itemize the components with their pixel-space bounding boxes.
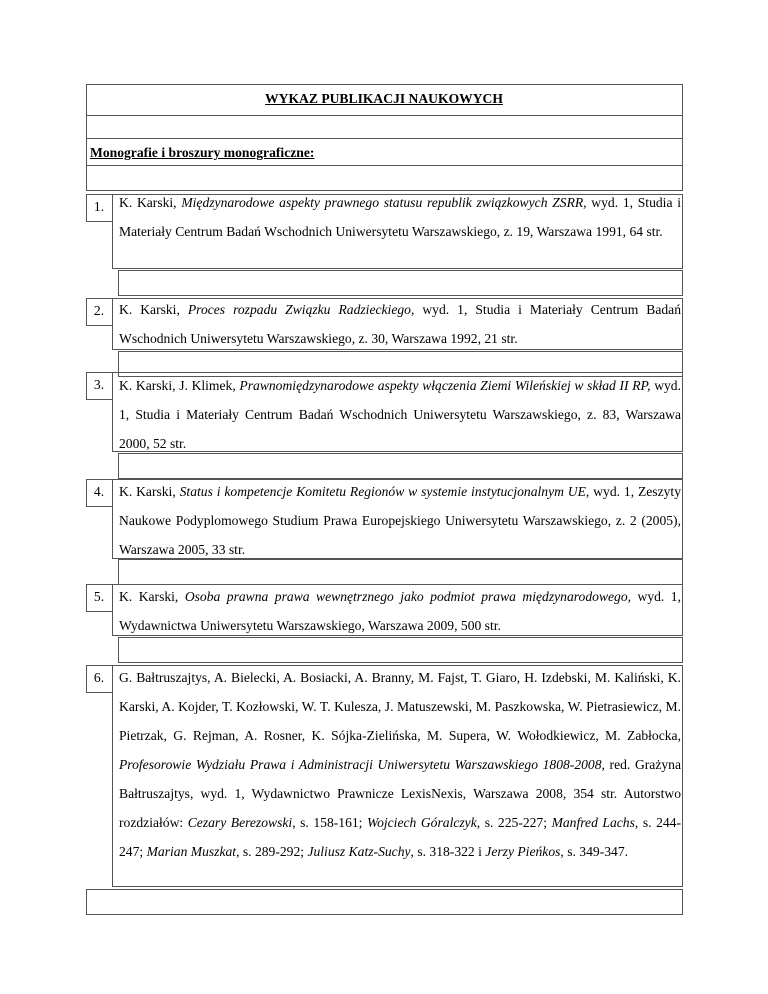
entry-work-title: Profesorowie Wydziału Prawa i Administracji Uniwersytetu Warszawskiego 1808-2008 bbox=[119, 757, 602, 772]
entry-work-title: Proces rozpadu Związku Radzieckiego, bbox=[187, 302, 415, 317]
entry-details: , red. Grażyna Bałtruszajtys, wyd. 1, Wydawnictwo Prawnicze LexisNexis, Warszawa 2008, 354 str. Autorstwo rozdziałów: bbox=[119, 757, 681, 830]
publication-entry bbox=[119, 582, 681, 640]
chapter-pages: , s. 349-347. bbox=[560, 844, 629, 859]
chapter-name: Jerzy Pieńkos bbox=[485, 844, 561, 859]
chapter-pages: , s. 225-227; bbox=[476, 815, 552, 830]
chapter-name: Cezary Berezowski bbox=[187, 815, 293, 830]
chapter-name: Juliusz Katz-Suchy bbox=[307, 844, 411, 859]
entry-number: 3. bbox=[93, 377, 105, 392]
entry-details: wyd. 1, Studia i Materiały Centrum Badań Wschodnich Uniwersytetu Warszawskiego, z. 83, Warszawa 2000, 52 str. bbox=[119, 378, 681, 451]
publication-entry bbox=[119, 663, 681, 866]
entry-authors: K. Karski, bbox=[119, 484, 180, 499]
chapter-name: Manfred Lachs bbox=[551, 815, 635, 830]
entry-details: , wyd. 1, Wydawnictwa Uniwersytetu Warszawskiego, Warszawa 2009, 500 str. bbox=[119, 589, 681, 633]
entry-details: wyd. 1, Studia i Materiały Centrum Badań Wschodnich Uniwersytetu Warszawskiego, z. 19, Warszawa 1991, 64 str. bbox=[119, 195, 681, 239]
entry-work-title: Prawnomiędzynarodowe aspekty włączenia Ziemi Wileńskiej w skład II RP, bbox=[239, 378, 651, 393]
entry-number: 1. bbox=[93, 199, 105, 214]
publication-entry bbox=[119, 295, 681, 353]
chapter-pages: , s. 318-322 i bbox=[410, 844, 486, 859]
chapter-pages: , s. 289-292; bbox=[236, 844, 308, 859]
entry-number: 5. bbox=[93, 589, 105, 604]
entry-work-title: Status i kompetencje Komitetu Regionów w systemie instytucjonalnym UE, bbox=[179, 484, 590, 499]
publication-entry bbox=[119, 188, 681, 246]
spacer-cell bbox=[118, 637, 683, 663]
spacer-cell bbox=[118, 270, 683, 296]
entry-work-title: Międzynarodowe aspekty prawnego statusu republik związkowych ZSRR, bbox=[181, 195, 587, 210]
spacer-cell bbox=[86, 889, 683, 915]
entry-details: wyd. 1, Studia i Materiały Centrum Badań Wschodnich Uniwersytetu Warszawskiego, z. 30, Warszawa 1992, 21 str. bbox=[119, 302, 682, 346]
entry-authors: K. Karski, bbox=[119, 195, 182, 210]
chapter-pages: , s. 158-161; bbox=[292, 815, 367, 830]
entry-details: wyd. 1, Zeszyty Naukowe Podyplomowego Studium Prawa Europejskiego Uniwersytetu Warszawskiego, z. 2 (2005), Warszawa 2005, 33 str. bbox=[119, 484, 682, 557]
publication-entry bbox=[119, 477, 681, 564]
publication-entry bbox=[119, 371, 681, 458]
entry-authors: K. Karski, J. Klimek, bbox=[119, 378, 240, 393]
chapter-name: Marian Muszkat bbox=[146, 844, 237, 859]
chapter-pages: , s. 244-247; bbox=[119, 815, 681, 859]
spacer-cell bbox=[86, 115, 683, 139]
entry-work-title: Osoba prawna prawa wewnętrznego jako podmiot prawa międzynarodowego bbox=[184, 589, 628, 604]
entry-number: 4. bbox=[93, 484, 105, 499]
entry-authors: K. Karski, bbox=[119, 302, 188, 317]
entry-authors: G. Bałtruszajtys, A. Bielecki, A. Bosiacki, A. Branny, M. Fajst, T. Giaro, H. Izdebski, M. Kaliński, K. Karski, A. Kojder, T. Kozłowski, W. T. Kulesza, J. Matuszewski, M. Paszkowska, W. Pietrasiewicz, M. Pietrzak, G. Rejman, A. Rosner, K. Sójka-Zielińska, M. Supera, W. Wołodkiewicz, M. Zabłocka, bbox=[119, 670, 681, 743]
entry-number: 2. bbox=[93, 303, 105, 318]
entry-number: 6. bbox=[93, 670, 105, 685]
section-heading: Monografie i broszury monograficzne: bbox=[90, 145, 315, 160]
document-title: WYKAZ PUBLIKACJI NAUKOWYCH bbox=[265, 91, 503, 106]
chapter-name: Wojciech Góralczyk bbox=[367, 815, 477, 830]
entry-authors: K. Karski, bbox=[119, 589, 185, 604]
